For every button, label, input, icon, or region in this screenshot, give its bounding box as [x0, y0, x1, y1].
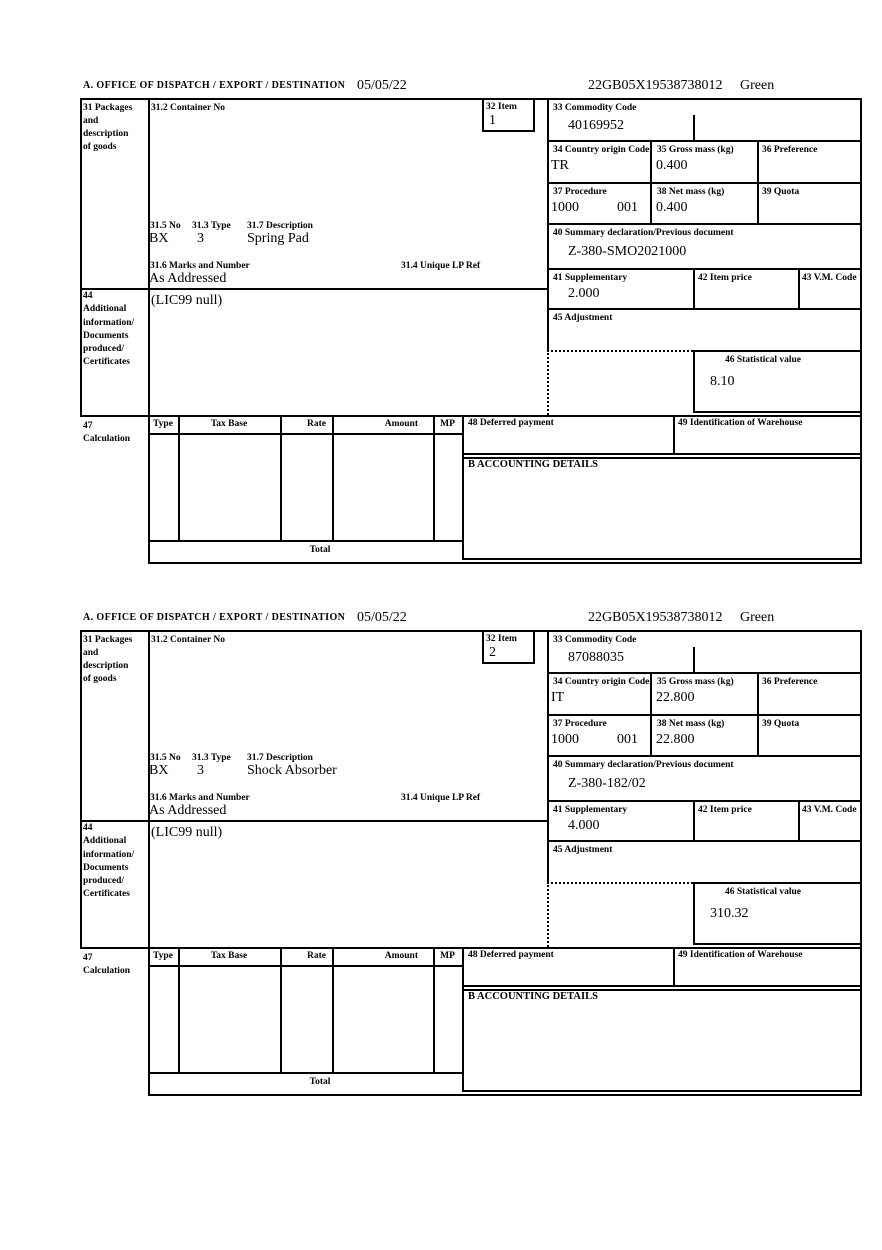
statistical-value: 8.10 [710, 374, 735, 389]
box44-label: information/ [83, 850, 135, 860]
routing-indicator: Green [740, 78, 775, 93]
gross-mass-label: 35 Gross mass (kg) [657, 145, 734, 155]
supplementary-label: 41 Supplementary [553, 273, 628, 283]
warehouse-id-label: 49 Identification of Warehouse [678, 950, 803, 960]
box44-label: Certificates [83, 357, 130, 367]
country-origin-label: 34 Country origin Code [553, 677, 650, 687]
box31-label: description [83, 129, 129, 139]
procedure-value-2: 001 [617, 732, 638, 747]
pkg-description-label: 31.7 Description [247, 221, 313, 231]
procedure-label: 37 Procedure [553, 187, 607, 197]
item-label: 32 Item [486, 102, 517, 112]
summary-declaration-label: 40 Summary declaration/Previous document [553, 228, 734, 238]
item-price-label: 42 Item price [698, 805, 752, 815]
gross-mass-value: 22.800 [656, 690, 695, 705]
calc-amount-header: Amount [384, 951, 418, 961]
pkg-no-label: 31.5 No [150, 753, 181, 763]
box47-label: Calculation [83, 966, 130, 976]
box31-label: 31 Packages [83, 103, 133, 113]
declaration-item-1 [80, 76, 862, 566]
box31-label: and [83, 648, 99, 658]
declaration-item-2 [80, 608, 862, 1098]
dotted-boundary-vertical [547, 350, 549, 415]
calc-type-header: Type [153, 951, 173, 961]
accounting-details-header: B ACCOUNTING DETAILS [468, 991, 598, 1002]
calc-mp-header: MP [440, 419, 455, 429]
item-label: 32 Item [486, 634, 517, 644]
commodity-code-label: 33 Commodity Code [553, 635, 637, 645]
box44-label: Documents [83, 863, 129, 873]
preference-label: 36 Preference [762, 145, 818, 155]
box44-label: Certificates [83, 889, 130, 899]
declaration-date: 05/05/22 [357, 78, 407, 93]
commodity-code-label: 33 Commodity Code [553, 103, 637, 113]
box31-label: of goods [83, 674, 117, 684]
country-origin-value: IT [551, 690, 565, 705]
gross-mass-value: 0.400 [656, 158, 688, 173]
deferred-payment-label: 48 Deferred payment [468, 418, 554, 428]
commodity-code-value: 87088035 [568, 650, 624, 665]
pkg-type-label: 31.3 Type [192, 753, 231, 763]
dotted-boundary-horizontal [547, 350, 693, 352]
calc-mp-header: MP [440, 951, 455, 961]
box47-label: 47 [83, 953, 93, 963]
marks-value: As Addressed [149, 271, 227, 286]
net-mass-label: 38 Net mass (kg) [657, 719, 725, 729]
summary-declaration-label: 40 Summary declaration/Previous document [553, 760, 734, 770]
pkg-description-label: 31.7 Description [247, 753, 313, 763]
procedure-value: 1000 [551, 732, 579, 747]
marks-label: 31.6 Marks and Number [150, 793, 250, 803]
net-mass-value: 0.400 [656, 200, 688, 215]
box31-label: of goods [83, 142, 117, 152]
item-number: 1 [489, 113, 496, 128]
quota-label: 39 Quota [762, 719, 800, 729]
box44-label: Additional [83, 304, 127, 314]
dotted-boundary-vertical [547, 882, 549, 947]
statistical-value-label: 46 Statistical value [725, 887, 801, 897]
net-mass-label: 38 Net mass (kg) [657, 187, 725, 197]
procedure-value-2: 001 [617, 200, 638, 215]
box31-label: description [83, 661, 129, 671]
package-no-value: BX [149, 231, 169, 246]
package-type-value: 3 [197, 231, 204, 246]
office-of-dispatch-header: A. OFFICE OF DISPATCH / EXPORT / DESTINATION [83, 612, 346, 623]
commodity-code-separator [693, 647, 695, 672]
additional-information-value: (LIC99 null) [151, 825, 223, 840]
item-price-label: 42 Item price [698, 273, 752, 283]
box31-label: and [83, 116, 99, 126]
box31-label: 31 Packages [83, 635, 133, 645]
total-label: Total [309, 1077, 331, 1087]
package-type-value: 3 [197, 763, 204, 778]
quota-label: 39 Quota [762, 187, 800, 197]
calc-tax-base-header: Tax Base [210, 951, 248, 961]
container-no-label: 31.2 Container No [151, 635, 225, 645]
supplementary-label: 41 Supplementary [553, 805, 628, 815]
unique-lp-ref-label: 31.4 Unique LP Ref [401, 261, 481, 271]
statistical-value: 310.32 [710, 906, 749, 921]
country-origin-label: 34 Country origin Code [553, 145, 650, 155]
marks-label: 31.6 Marks and Number [150, 261, 250, 271]
net-mass-value: 22.800 [656, 732, 695, 747]
box44-label: 44 [83, 823, 93, 833]
box44-label: Additional [83, 836, 127, 846]
box44-label: information/ [83, 318, 135, 328]
additional-information-value: (LIC99 null) [151, 293, 223, 308]
marks-value: As Addressed [149, 803, 227, 818]
previous-document-value: Z-380-182/02 [568, 776, 646, 791]
commodity-code-value: 40169952 [568, 118, 624, 133]
box44-label: produced/ [83, 344, 125, 354]
statistical-value-label: 46 Statistical value [725, 355, 801, 365]
calc-rate-header: Rate [307, 951, 326, 961]
declaration-reference: 22GB05X19538738012 [588, 78, 723, 93]
box47-label: 47 [83, 421, 93, 431]
warehouse-id-label: 49 Identification of Warehouse [678, 418, 803, 428]
total-label: Total [309, 545, 331, 555]
pkg-type-label: 31.3 Type [192, 221, 231, 231]
box44-label: Documents [83, 331, 129, 341]
goods-description-value: Spring Pad [247, 231, 309, 246]
previous-document-value: Z-380-SMO2021000 [568, 244, 687, 259]
calc-type-header: Type [153, 419, 173, 429]
box44-label: 44 [83, 291, 93, 301]
calc-tax-base-header: Tax Base [210, 419, 248, 429]
procedure-value: 1000 [551, 200, 579, 215]
office-of-dispatch-header: A. OFFICE OF DISPATCH / EXPORT / DESTINATION [83, 80, 346, 91]
pkg-no-label: 31.5 No [150, 221, 181, 231]
preference-label: 36 Preference [762, 677, 818, 687]
container-no-label: 31.2 Container No [151, 103, 225, 113]
declaration-reference: 22GB05X19538738012 [588, 610, 723, 625]
vm-code-label: 43 V.M. Code [802, 273, 857, 283]
procedure-label: 37 Procedure [553, 719, 607, 729]
box47-label: Calculation [83, 434, 130, 444]
supplementary-value: 4.000 [568, 818, 600, 833]
dotted-boundary-horizontal [547, 882, 693, 884]
supplementary-value: 2.000 [568, 286, 600, 301]
adjustment-label: 45 Adjustment [553, 313, 613, 323]
package-no-value: BX [149, 763, 169, 778]
deferred-payment-label: 48 Deferred payment [468, 950, 554, 960]
adjustment-label: 45 Adjustment [553, 845, 613, 855]
box44-label: produced/ [83, 876, 125, 886]
commodity-code-separator [693, 115, 695, 140]
declaration-date: 05/05/22 [357, 610, 407, 625]
goods-description-value: Shock Absorber [247, 763, 337, 778]
calc-rate-header: Rate [307, 419, 326, 429]
country-origin-value: TR [551, 158, 569, 173]
gross-mass-label: 35 Gross mass (kg) [657, 677, 734, 687]
accounting-details-header: B ACCOUNTING DETAILS [468, 459, 598, 470]
item-number: 2 [489, 645, 496, 660]
routing-indicator: Green [740, 610, 775, 625]
calc-amount-header: Amount [384, 419, 418, 429]
vm-code-label: 43 V.M. Code [802, 805, 857, 815]
unique-lp-ref-label: 31.4 Unique LP Ref [401, 793, 481, 803]
